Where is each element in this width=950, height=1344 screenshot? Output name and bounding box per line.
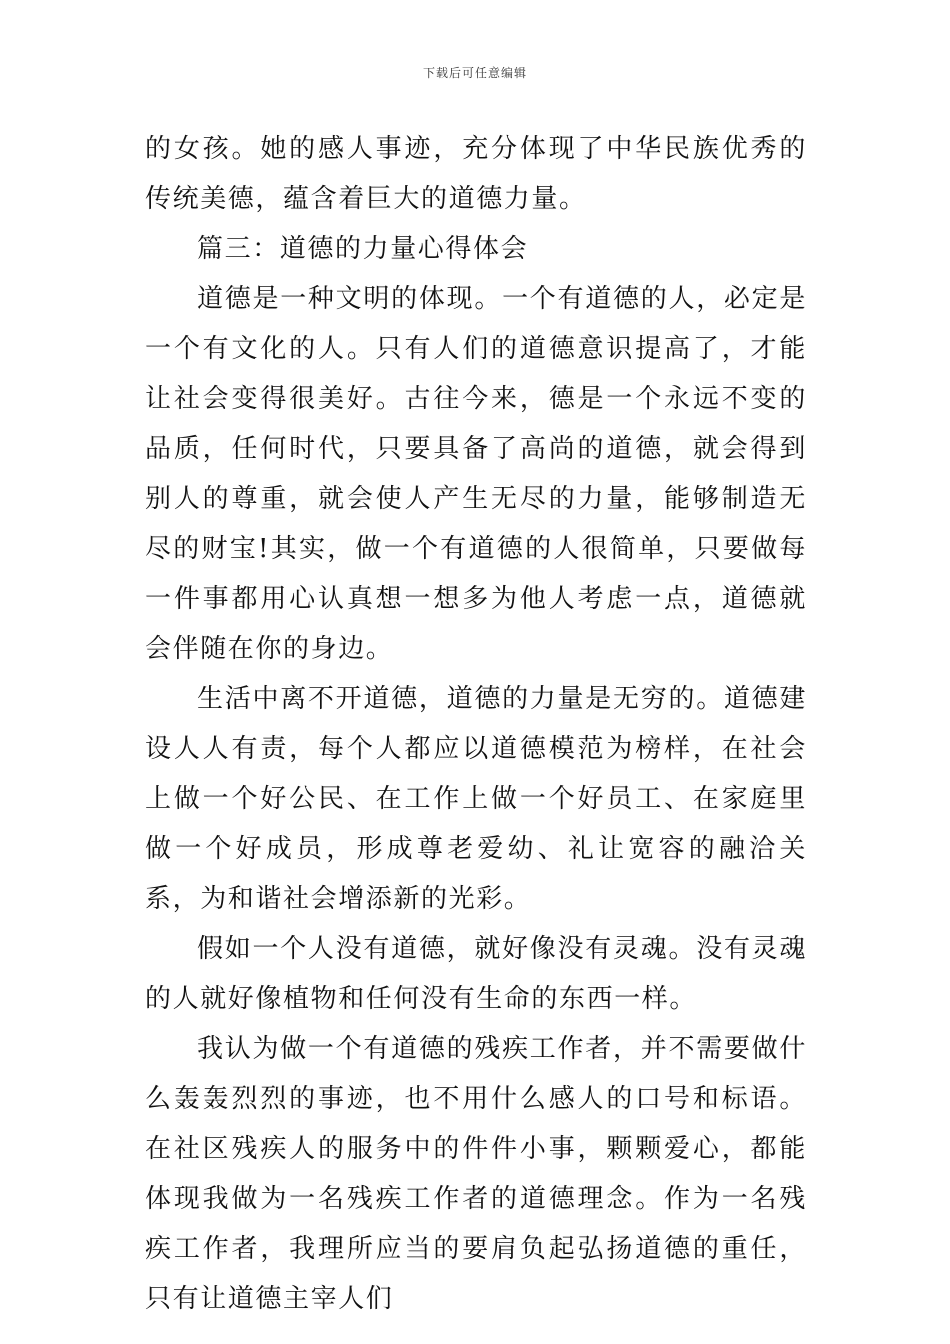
paragraph-1: 的女孩。她的感人事迹，充分体现了中华民族优秀的传统美德，蕴含着巨大的道德力量。 <box>145 134 807 214</box>
section-heading: 篇三：道德的力量心得体会 <box>197 234 529 264</box>
page-header-note: 下载后可任意编辑 <box>422 66 527 80</box>
paragraph-5: 我认为做一个有道德的残疾工作者，并不需要做什么轰轰烈烈的事迹，也不用什么感人的口号和标语。在社区残疾人的服务中的件件小事，颗颗爱心，都能体现我做为一名残疾工作者的道德理念。作为一名残疾工作者，我理所应当的要肩负起弘扬道德的重任，只有让道德主宰人们 <box>145 1034 807 1314</box>
paragraph-2: 道德是一种文明的体现。一个有道德的人，必定是一个有文化的人。只有人们的道德意识提高了，才能让社会变得很美好。古往今来，德是一个永远不变的品质，任何时代，只要具备了高尚的道德，就会得到别人的尊重，就会使人产生无尽的力量，能够制造无尽的财宝!其实，做一个有道德的人很简单，只要做每一件事都用心认真想一想多为他人考虑一点，道德就会伴随在你的身边。 <box>145 284 807 664</box>
paragraph-4: 假如一个人没有道德，就好像没有灵魂。没有灵魂的人就好像植物和任何没有生命的东西一样。 <box>145 934 807 1014</box>
document-body <box>145 124 807 1324</box>
paragraph-3: 生活中离不开道德，道德的力量是无穷的。道德建设人人有责，每个人都应以道德模范为榜样，在社会上做一个好公民、在工作上做一个好员工、在家庭里做一个好成员，形成尊老爱幼、礼让宽容的融洽关系，为和谐社会增添新的光彩。 <box>145 684 807 914</box>
